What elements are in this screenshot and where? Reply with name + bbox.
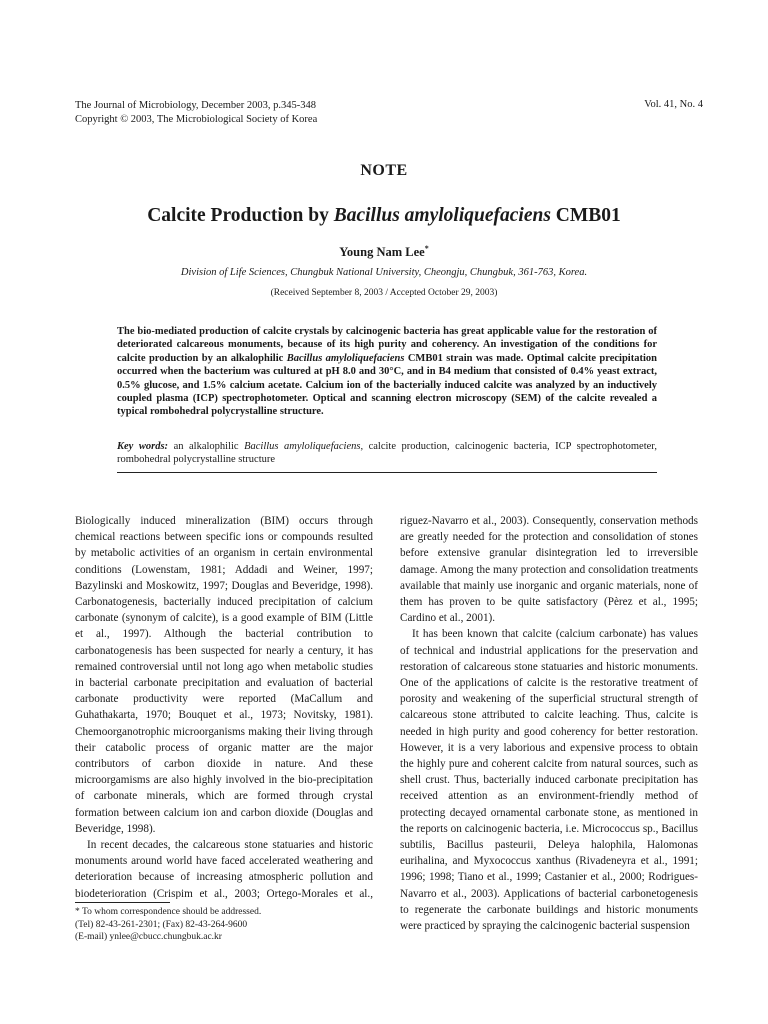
footnote-phone: (Tel) 82-43-261-2301; (Fax) 82-43-264-9600 xyxy=(75,919,248,930)
keywords-species: Bacillus amyloliquefaciens, xyxy=(244,441,364,452)
keywords-text-2: calcite production, calcinogenic bacteria, ICP spectrophotometer, rombohedral polycrystalline structure xyxy=(117,441,657,466)
journal-header xyxy=(75,99,317,127)
keywords-label: Key words: xyxy=(117,441,169,452)
footnote xyxy=(75,906,261,944)
section-label: NOTE xyxy=(360,162,408,179)
title-species: Bacillus amyloliquefaciens xyxy=(333,205,551,226)
journal-line: The Journal of Microbiology, December 2003, p.345-348 xyxy=(75,100,317,111)
body-column-right xyxy=(400,513,698,953)
footnote-email: (E-mail) ynlee@cbucc.chungbuk.ac.kr xyxy=(75,932,222,942)
author xyxy=(0,244,768,260)
footnote-correspondence: * To whom correspondence should be addressed. xyxy=(75,907,262,917)
abstract-text-1: The bio-mediated production of calcite crystals by calcinogenic bacteria has great applicable value for the restoration of deteriorated calcareous monuments, because of its high purity and coherency. An investigation of the conditions for calcite production by an alkalophilic xyxy=(117,326,657,364)
body-paragraph: riguez-Navarro et al., 2003). Consequently, conservation methods are greatly needed for the protection and consolidation of stones before extensive granular disintegration led to irreversible damage. Among the many protection and consolidation treatments available that mainly use inorganic and organic materials, none of them has proven to be quite satisfactory (Pèrez et al., 1995; Cardino et al., 2001). xyxy=(400,515,698,625)
received-dates: (Received September 8, 2003 / Accepted October 29, 2003) xyxy=(270,288,498,298)
title-part1: Calcite Production by xyxy=(147,205,334,226)
body-paragraph: It has been known that calcite (calcium carbonate) has values of technical and industrial applications for the preservation and restoration of calcareous stone statuaries and historic monuments. One of the applications of calcite is the restorative treatment of porosity and weakening of the superficial structural strength of calcareous stone attributed to calcite leaching. Thus, calcite is needed in high purity and good coherency for better restoration. However, it is a very laborious and expensive process to obtain the highly pure and coherent calcite from natural sources, such as shell crust. Thus, bacterially induced carbonate precipitation has received attention as an environment-friendly method of protecting decayed ornamental carbonate stone, as mentioned in the reports on calcinogenic bacteria, i.e. Micrococcus sp., Bacillus subtilis, Bacillus pasteurii, Deleya halophila, Halomonas eurihalina, and Myxococcus xanthus (Rivadeneyra et al., 1991; 1996; 1998; Tiano et al., 1999; Castanier et al., 2000; Rodrigues-Navarro et al., 2003). Applications of bacterial carbonetogenesis to regenerate the carbonate buildings and historic monuments were practiced by spraying the calcinogenic bacterial suspension xyxy=(400,628,698,933)
author-name: Young Nam Lee xyxy=(339,245,425,260)
title-part2: CMB01 xyxy=(550,205,621,226)
footnote-divider xyxy=(75,902,170,903)
affiliation: Division of Life Sciences, Chungbuk National University, Cheongju, Chungbuk, 361-763, Korea. xyxy=(180,267,588,278)
body-paragraph: Biologically induced mineralization (BIM) occurs through chemical reactions between specific ions or compounds resulted by metabolic activities of an organism in certain environmental conditions (Lowenstam, 1981; Addadi and Weiner, 1997; Bazylinski and Moskowitz, 1997; Douglas and Beveridge, 1998). Carbonatogenesis, bacterially induced precipitation of calcium carbonate (synonym of calcite), is a good example of BIM (Little et al., 1997). Although the bacterial contribution to carbonatogenesis has been suspected for nearly a century, it has remained controversial until not long ago when metabolic studies in bacterial carbonate precipitation and evaluation of bacterial carbonate productivity were reported (MaCallum and Guhathakarta, 1970; Bouquet et al., 1973; Novitsky, 1981). Chemoorganotrophic microorganisms making their living through their catabolic process of organic matter are the major contributors of carbon dioxide in nature. And these microorgamisms are also highly involved in the bio-precipitation of carbonate minerals, which are formed through crystal formation between calcium ion and carbon dioxide (Douglas and Beveridge, 1998). xyxy=(75,515,373,835)
keywords-text-1: an alkalophilic xyxy=(168,441,245,452)
abstract-species: Bacillus amyloliquefaciens xyxy=(286,352,405,364)
author-mark: * xyxy=(424,244,429,253)
body-paragraph: In recent decades, the calcareous stone statuaries and historic monuments around world have faced accelerated weathering and deterioration because of increasing atmospheric pollution and biodeterioration (Crispim et al., 2003; Ortego-Morales et al., xyxy=(75,839,373,899)
body-column-left xyxy=(75,513,373,899)
copyright-line: Copyright © 2003, The Microbiological Society of Korea xyxy=(75,114,318,125)
abstract-text-2: CMB01 strain was made. Optimal calcite precipitation occurred when the bacterium was cultured at pH 8.0 and 30°C, and in B4 medium that consisted of 0.4% yeast extract, 0.5% glucose, and 1.5% calcium acetate. Calcium ion of the bacterially induced calcite was analyzed by an inductively coupled plasma (ICP) spectrophotometer. Optical and scanning electron microscopy (SEM) of the calcite revealed a typical rombohedral polycrystalline structure. xyxy=(117,352,657,418)
paper-title xyxy=(0,205,768,227)
abstract-divider xyxy=(117,472,657,473)
keywords xyxy=(117,440,657,467)
abstract xyxy=(117,325,657,419)
volume-info: Vol. 41, No. 4 xyxy=(644,99,703,110)
